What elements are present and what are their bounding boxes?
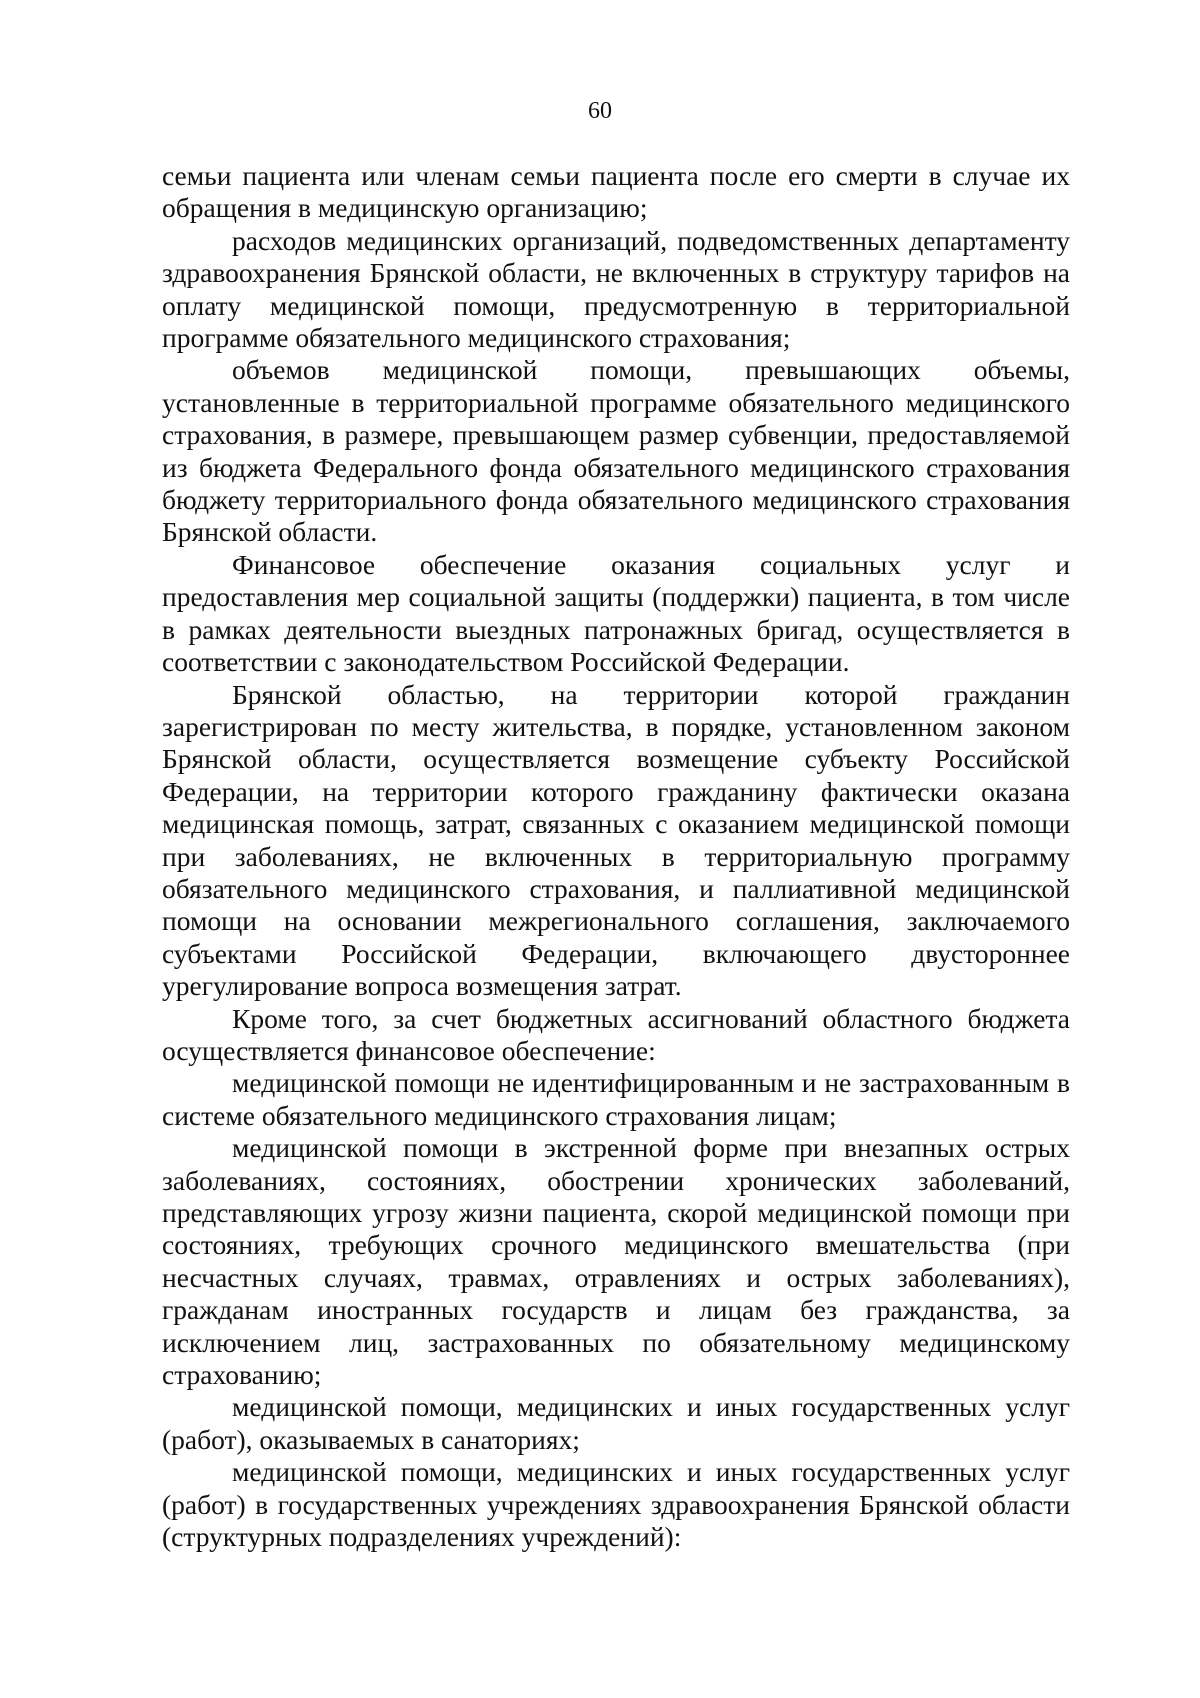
paragraph-9: медицинской помощи, медицинских и иных государственных услуг (работ), оказываемых в санаториях; [162, 1391, 1070, 1455]
document-body [162, 160, 1070, 1553]
paragraph-6: Кроме того, за счет бюджетных ассигнований областного бюджета осуществляется финансовое обеспечение: [162, 1002, 1070, 1066]
page-number: 60 [588, 98, 612, 124]
paragraph-4: Финансовое обеспечение оказания социальных услуг и предоставления мер социальной защиты (поддержки) пациента, в том числе в рамках деятельности выездных патронажных бригад, осуществляется в соответствии с законодательством Российской Федерации. [162, 548, 1070, 678]
paragraph-2: расходов медицинских организаций, подведомственных департаменту здравоохранения Брянской области, не включенных в структуру тарифов на оплату медицинской помощи, предусмотренную в территориальной программе обязательного медицинского страхования; [162, 224, 1070, 354]
paragraph-1: семьи пациента или членам семьи пациента после его смерти в случае их обращения в медицинскую организацию; [162, 160, 1070, 224]
paragraph-7: медицинской помощи не идентифицированным и не застрахованным в системе обязательного медицинского страхования лицам; [162, 1067, 1070, 1131]
paragraph-8: медицинской помощи в экстренной форме при внезапных острых заболеваниях, состояниях, обострении хронических заболеваний, представляющих угрозу жизни пациента, скорой медицинской помощи при состояниях, требующих срочного медицинского вмешательства (при несчастных случаях, травмах, отравлениях и острых заболеваниях), гражданам иностранных государств и лицам без гражданства, за исключением лиц, застрахованных по обязательному медицинскому страхованию; [162, 1132, 1070, 1391]
paragraph-5: Брянской областью, на территории которой гражданин зарегистрирован по месту жительства, в порядке, установленном законом Брянской области, осуществляется возмещение субъекту Российской Федерации, на территории которого гражданину фактически оказана медицинская помощь, затрат, связанных с оказанием медицинской помощи при заболеваниях, не включенных в территориальную программу обязательного медицинского страхования, и паллиативной медицинской помощи на основании межрегионального соглашения, заключаемого субъектами Российской Федерации, включающего двустороннее урегулирование вопроса возмещения затрат. [162, 678, 1070, 1002]
paragraph-10: медицинской помощи, медицинских и иных государственных услуг (работ) в государственных учреждениях здравоохранения Брянской области (структурных подразделениях учреждений): [162, 1456, 1070, 1553]
paragraph-3: объемов медицинской помощи, превышающих объемы, установленные в территориальной программе обязательного медицинского страхования, в размере, превышающем размер субвенции, предоставляемой из бюджета Федерального фонда обязательного медицинского страхования бюджету территориального фонда обязательного медицинского страхования Брянской области. [162, 354, 1070, 548]
